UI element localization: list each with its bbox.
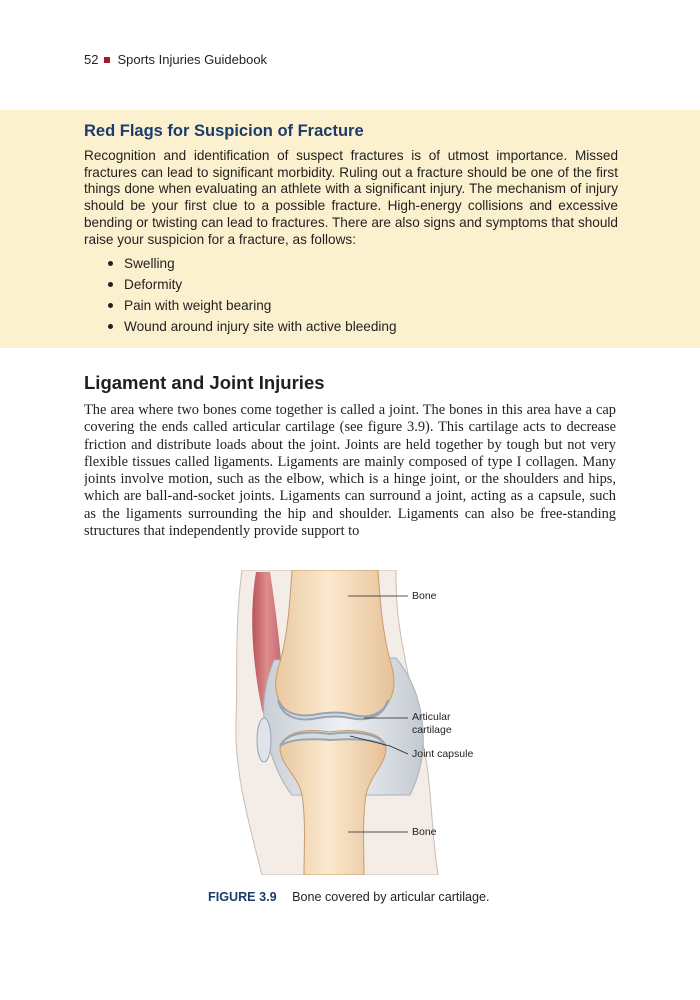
patella <box>257 718 271 762</box>
knee-joint-illustration <box>200 570 500 875</box>
sidebar-title: Red Flags for Suspicion of Fracture <box>84 122 364 140</box>
sidebar-bullet-list <box>108 253 397 337</box>
caption-text: Bone covered by articular cartilage. <box>292 890 490 904</box>
figure-number: FIGURE 3.9 <box>208 890 277 904</box>
body-paragraph: The area where two bones come together is called a joint. The bones in this area have a cap covering the ends called articular cartilage (see figure 3.9). This cartilage acts to decrease friction and distribute loads about the joint. Joints are held together by tough but not very flexible tissues called ligaments. Ligaments are mainly composed of type I collagen. Many joints involve motion, such as the elbow, which is a hinge joint, or the shoulders and hips, which are ball-and-socket joints. Ligaments can surround a joint, acting as a capsule, such as the ligaments surrounding the hip and shoulder. Ligaments can also be free-standing structures that independently provide support to <box>84 402 616 540</box>
red-square-icon <box>104 57 110 63</box>
red-flags-sidebar <box>0 110 700 348</box>
figure-caption <box>208 890 490 904</box>
sidebar-paragraph: Recognition and identification of suspect fractures is of utmost importance. Missed fractures can lead to significant morbidity. Ruling out a fracture should be one of the first things done when evaluating an athlete with a significant injury. The mechanism of injury should be your first clue to a possible fracture. High-energy collisions and excessive bending or twisting can lead to fractures. There are also signs and symptoms that should raise your suspicion for a fracture, as follows: <box>84 148 618 247</box>
section-title: Ligament and Joint Injuries <box>84 372 325 393</box>
label-bone-top: Bone <box>412 590 437 602</box>
label-joint-capsule: Joint capsule <box>412 748 474 760</box>
label-bone-bottom: Bone <box>412 826 437 838</box>
list-item: Pain with weight bearing <box>108 295 397 316</box>
book-title: Sports Injuries Guidebook <box>117 52 268 67</box>
list-item: Wound around injury site with active bleeding <box>108 316 397 337</box>
page-number: 52 <box>84 52 99 67</box>
running-head <box>84 52 267 67</box>
label-articular-line1: Articular <box>412 711 451 723</box>
list-item: Deformity <box>108 274 397 295</box>
label-articular-line2: cartilage <box>412 724 452 736</box>
femur-bone <box>276 570 394 716</box>
knee-joint-figure <box>200 570 500 875</box>
list-item: Swelling <box>108 253 397 274</box>
